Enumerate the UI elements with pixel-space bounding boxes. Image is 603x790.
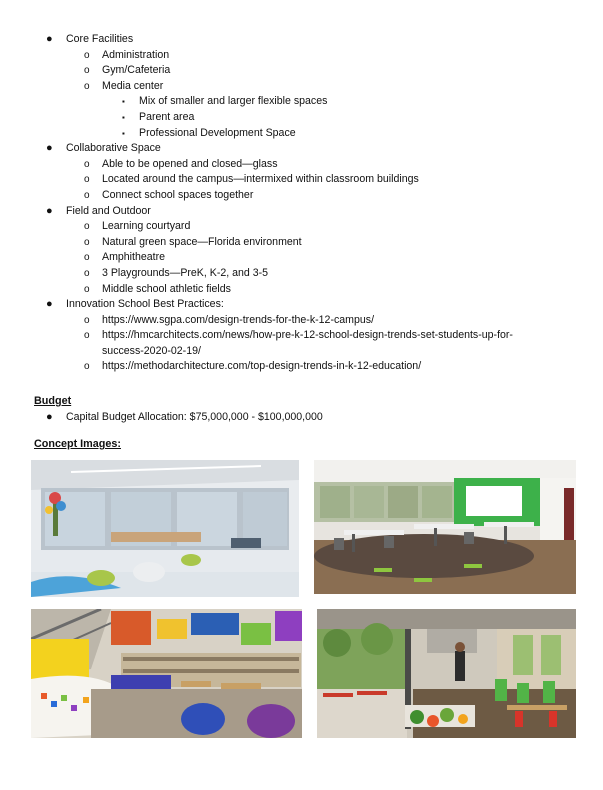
concept-image-commons — [31, 460, 299, 597]
link-text[interactable]: https://www.sgpa.com/design-trends-for-the-k-12-campus/ — [102, 313, 375, 326]
budget-heading: Budget — [34, 395, 72, 407]
bullet-circle-icon: o — [84, 65, 90, 77]
list-item — [0, 32, 603, 48]
bullet-circle-icon: o — [84, 361, 90, 373]
bullet-circle-icon: o — [84, 80, 90, 92]
item-text: Mix of smaller and larger flexible spaces — [139, 95, 328, 108]
bullet-disc-icon: ● — [46, 33, 53, 45]
item-text: Learning courtyard — [102, 220, 191, 233]
item-text: Connect school spaces together — [102, 188, 254, 201]
link-text[interactable]: https://methodarchitecture.com/top-design-trends-in-k-12-education/ — [102, 360, 422, 373]
list-item — [0, 219, 603, 235]
item-text: Field and Outdoor — [66, 204, 151, 217]
bullet-circle-icon: o — [84, 189, 90, 201]
bullet-circle-icon: o — [84, 174, 90, 186]
list-item — [0, 157, 603, 173]
classroom-photo — [314, 460, 576, 594]
bullet-circle-icon: o — [84, 236, 90, 248]
bullet-circle-icon: o — [84, 252, 90, 264]
list-item — [0, 313, 603, 329]
cafeteria-photo — [317, 609, 576, 738]
item-text: 3 Playgrounds—PreK, K-2, and 3-5 — [102, 266, 269, 279]
budget-list — [0, 410, 603, 426]
item-text: Gym/Cafeteria — [102, 64, 171, 77]
list-item — [0, 79, 603, 95]
list-item — [0, 410, 603, 426]
list-item — [0, 266, 603, 282]
link-text[interactable]: https://hmcarchitects.com/news/how-pre-k-12-school-design-trends-set-students-up-for- — [102, 329, 513, 342]
item-text: Professional Development Space — [139, 126, 296, 139]
item-text: Natural green space—Florida environment — [102, 235, 302, 248]
list-item — [0, 94, 603, 110]
list-item — [0, 359, 603, 375]
bullet-square-icon: ▪ — [122, 97, 125, 107]
item-text: Middle school athletic fields — [102, 282, 231, 295]
item-text: Able to be opened and closed—glass — [102, 157, 278, 170]
list-item — [0, 110, 603, 126]
bullet-disc-icon: ● — [46, 298, 53, 311]
bullet-circle-icon: o — [84, 158, 90, 170]
list-item — [0, 48, 603, 64]
bullet-circle-icon: o — [84, 221, 90, 233]
list-item — [0, 63, 603, 79]
item-text: Amphitheatre — [102, 251, 166, 264]
outline-list — [0, 32, 603, 375]
list-item — [0, 250, 603, 266]
item-text: Located around the campus—intermixed within classroom buildings — [102, 173, 419, 186]
concept-image-media-center — [31, 609, 302, 738]
bullet-square-icon: ▪ — [122, 112, 125, 122]
bullet-disc-icon: ● — [46, 204, 53, 217]
commons-photo — [31, 460, 299, 597]
list-item — [0, 126, 603, 142]
item-text: Parent area — [139, 110, 195, 123]
concept-images-heading: Concept Images: — [34, 438, 121, 450]
bullet-square-icon: ▪ — [122, 128, 125, 138]
link-text-continued[interactable]: success-2020-02-19/ — [102, 344, 201, 357]
media-center-photo — [31, 609, 302, 738]
list-item — [0, 188, 603, 204]
budget-item-text: Capital Budget Allocation: $75,000,000 - $100,000,000 — [66, 411, 323, 423]
item-text: Media center — [102, 79, 164, 92]
list-item — [0, 282, 603, 298]
item-text: Innovation School Best Practices: — [66, 298, 224, 311]
item-text: Collaborative Space — [66, 142, 161, 155]
list-item — [0, 235, 603, 251]
bullet-circle-icon: o — [84, 283, 90, 295]
bullet-disc-icon: ● — [46, 411, 53, 423]
bullet-circle-icon: o — [84, 49, 90, 61]
bullet-circle-icon: o — [84, 267, 90, 279]
concept-image-cafeteria — [317, 609, 576, 738]
bullet-circle-icon: o — [84, 314, 90, 326]
list-item — [0, 297, 603, 313]
list-item — [0, 141, 603, 157]
list-item — [0, 204, 603, 220]
list-item — [0, 172, 603, 188]
concept-image-classroom — [314, 460, 576, 594]
item-text: Administration — [102, 48, 170, 61]
bullet-disc-icon: ● — [46, 142, 53, 155]
list-item — [0, 328, 603, 359]
item-text: Core Facilities — [66, 33, 134, 45]
bullet-circle-icon: o — [84, 330, 90, 342]
